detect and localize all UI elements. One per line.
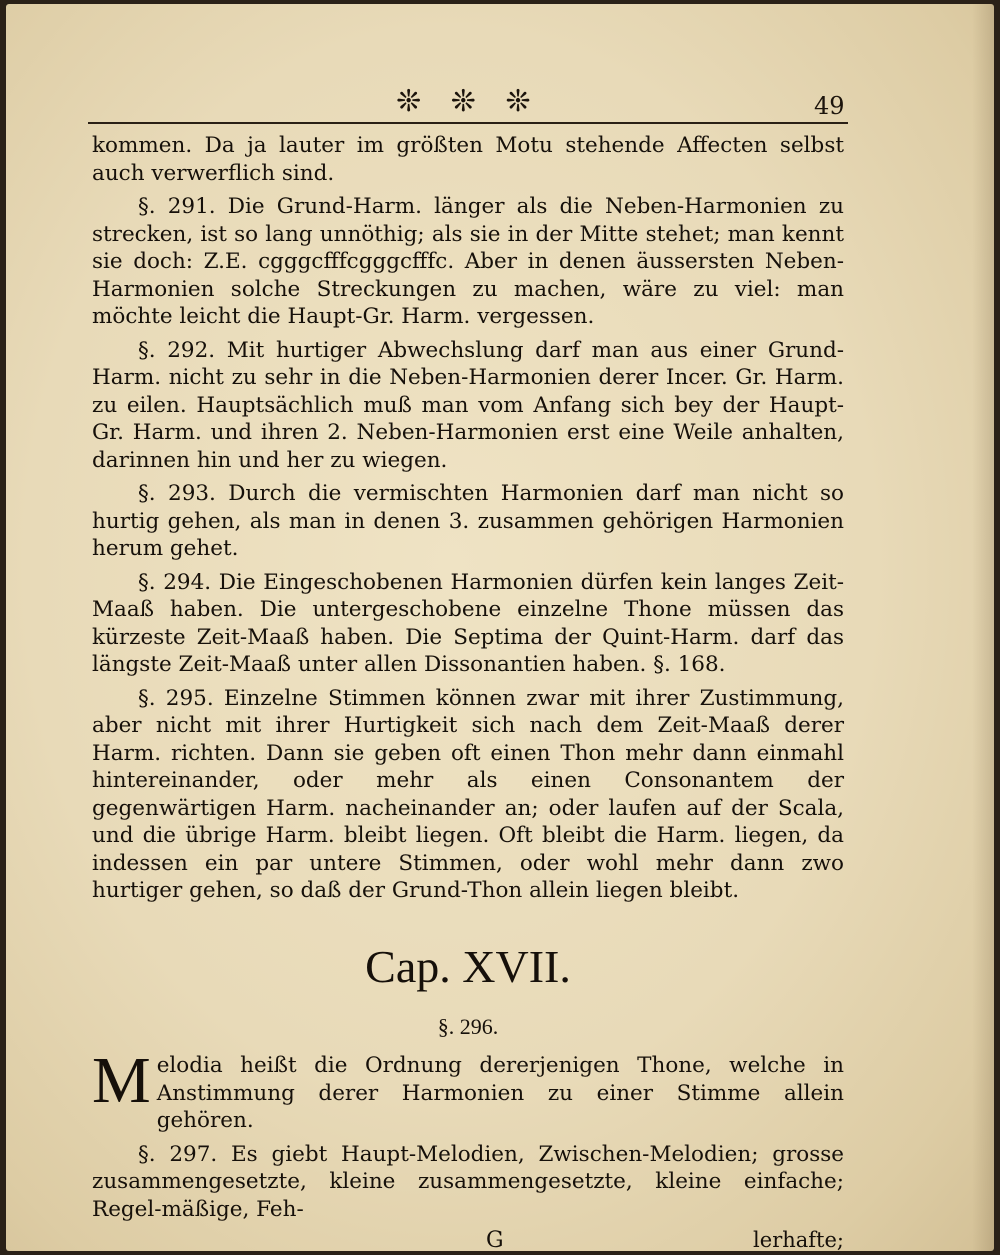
dropcap-letter: M xyxy=(92,1044,151,1117)
paragraph-294: §. 294. Die Eingeschobenen Harmonien dürfen kein langes Zeit-Maaß haben. Die untergeschobene einzelne Thone müssen das kürzeste Zeit-Maaß haben. Die Septima der Quint-Harm. darf das längste Zeit-Maaß unter allen Dissonantien haben. §. 168. xyxy=(92,569,844,677)
section-number: §. 296. xyxy=(437,1013,499,1039)
body-text xyxy=(92,132,844,1251)
page-footer xyxy=(92,1227,844,1251)
page-header xyxy=(6,4,994,134)
paragraph-297: §. 297. Es giebt Haupt-Melodien, Zwischen-Melodien; grosse zusammengesetzte, kleine zusammengesetzte, kleine einfache; Regel-mäßige, Feh- xyxy=(92,1141,844,1222)
paragraph-296 xyxy=(92,1044,844,1135)
paragraph-continuation: kommen. Da ja lauter im größten Motu stehende Affecten selbst auch verwerflich sind. xyxy=(92,133,844,186)
paragraph-295: §. 295. Einzelne Stimmen können zwar mit ihrer Zustimmung, aber nicht mit ihrer Hurtigkeit sich nach dem Zeit-Maaß derer Harm. richten. Dann sie geben oft einen Thon mehr dann einmahl hintereinander, oder mehr als einen Consonantem der gegenwärtigen Harm. nacheinander an; oder laufen auf der Scala, und die übrige Harm. bleibt liegen. Oft bleibt die Harm. liegen, da indessen ein par untere Stimmen, oder wohl mehr dann zwo hurtiger gehen, so daß der Grund-Thon allein liegen bleibt. xyxy=(92,685,844,903)
book-page xyxy=(6,4,994,1251)
paragraph-296-text: elodia heißt die Ordnung dererjenigen Thone, welche in Anstimmung derer Harmonien zu einer Stimme allein gehören. xyxy=(156,1053,844,1133)
signature-mark: G xyxy=(486,1228,504,1251)
page-number: 49 xyxy=(814,92,845,120)
paragraph-292: §. 292. Mit hurtiger Abwechslung darf man aus einer Grund-Harm. nicht zu sehr in die Neben-Harmonien derer Incer. Gr. Harm. zu eilen. Hauptsächlich muß man vom Anfang sich bey der Haupt-Gr. Harm. und ihren 2. Neben-Harmonien erst eine Weile anhalten, darinnen hin und her zu wiegen. xyxy=(92,337,844,473)
chapter-title: Cap. XVII. xyxy=(365,940,571,992)
header-rule xyxy=(88,122,848,124)
paragraph-291: §. 291. Die Grund-Harm. länger als die Neben-Harmonien zu strecken, ist so lang unnöthig; als sie in der Mitte stehet; man kennt sie doch: Z.E. cgggcfffcgggcfffc. Aber in denen äussersten Neben-Harmonien solche Streckungen zu machen, wäre zu viel: man möchte leicht die Haupt-Gr. Harm. vergessen. xyxy=(92,194,844,329)
header-ornament: ❊ ❊ ❊ xyxy=(396,84,541,119)
paragraph-293: §. 293. Durch die vermischten Harmonien darf man nicht so hurtig gehen, als man in denen 3. zusammen gehörigen Harmonien herum gehet. xyxy=(92,481,844,561)
catchword: lerhafte; xyxy=(753,1228,844,1251)
